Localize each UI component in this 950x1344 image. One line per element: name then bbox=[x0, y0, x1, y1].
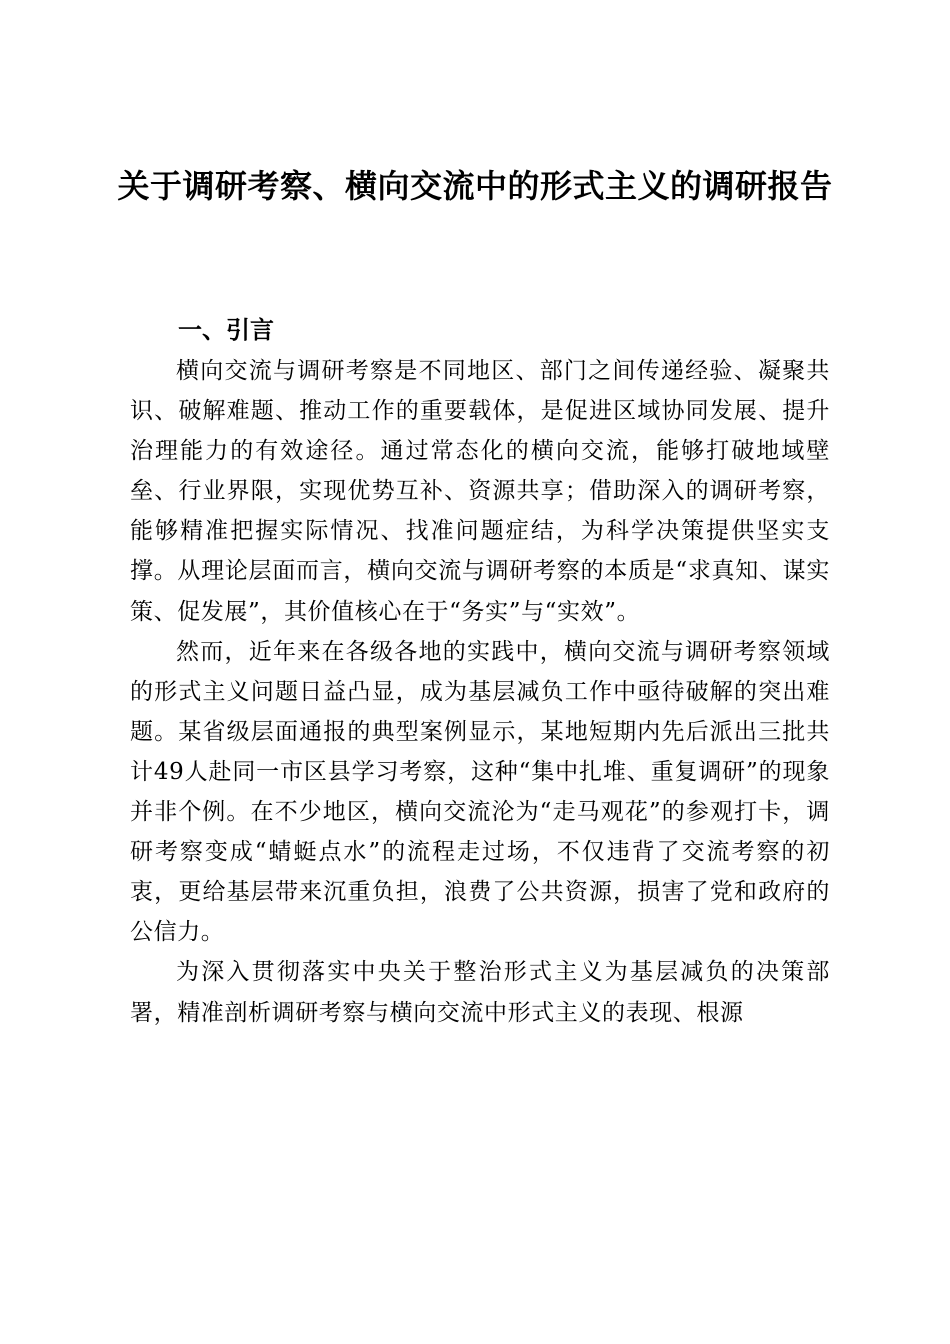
section-heading: 一、引言 bbox=[178, 316, 274, 344]
paragraph: 横向交流与调研考察是不同地区、部门之间传递经验、凝聚共识、破解难题、推动工作的重要载体，是促进区域协同发展、提升治理能力的有效途径。通过常态化的横向交流，能够打破地域壁垒、行业界限，实现优势互补、资源共享；借助深入的调研考察，能够精准把握实际情况、找准问题症结，为科学决策提供坚实支撑。从理论层面而言，横向交流与调研考察的本质是“求真知、谋实策、促发展”，其价值核心在于“务实”与“实效”。 bbox=[130, 358, 830, 625]
paragraph: 然而，近年来在各级各地的实践中，横向交流与调研考察领域的形式主义问题日益凸显，成为基层减负工作中亟待破解的突出难题。某省级层面通报的典型案例显示，某地短期内先后派出三批共计49人赴同一市区县学习考察，这种“集中扎堆、重复调研”的现象并非个例。在不少地区，横向交流沦为“走马观花”的参观打卡，调研考察变成“蜻蜓点水”的流程走过场，不仅违背了交流考察的初衷，更给基层带来沉重负担，浪费了公共资源，损害了党和政府的公信力。 bbox=[130, 638, 830, 946]
paragraph: 为深入贯彻落实中央关于整治形式主义为基层减负的决策部署，精准剖析调研考察与横向交流中形式主义的表现、根源 bbox=[130, 959, 830, 1026]
document-title: 关于调研考察、横向交流中的形式主义的调研报告 bbox=[117, 167, 833, 205]
document-body bbox=[130, 351, 830, 1033]
